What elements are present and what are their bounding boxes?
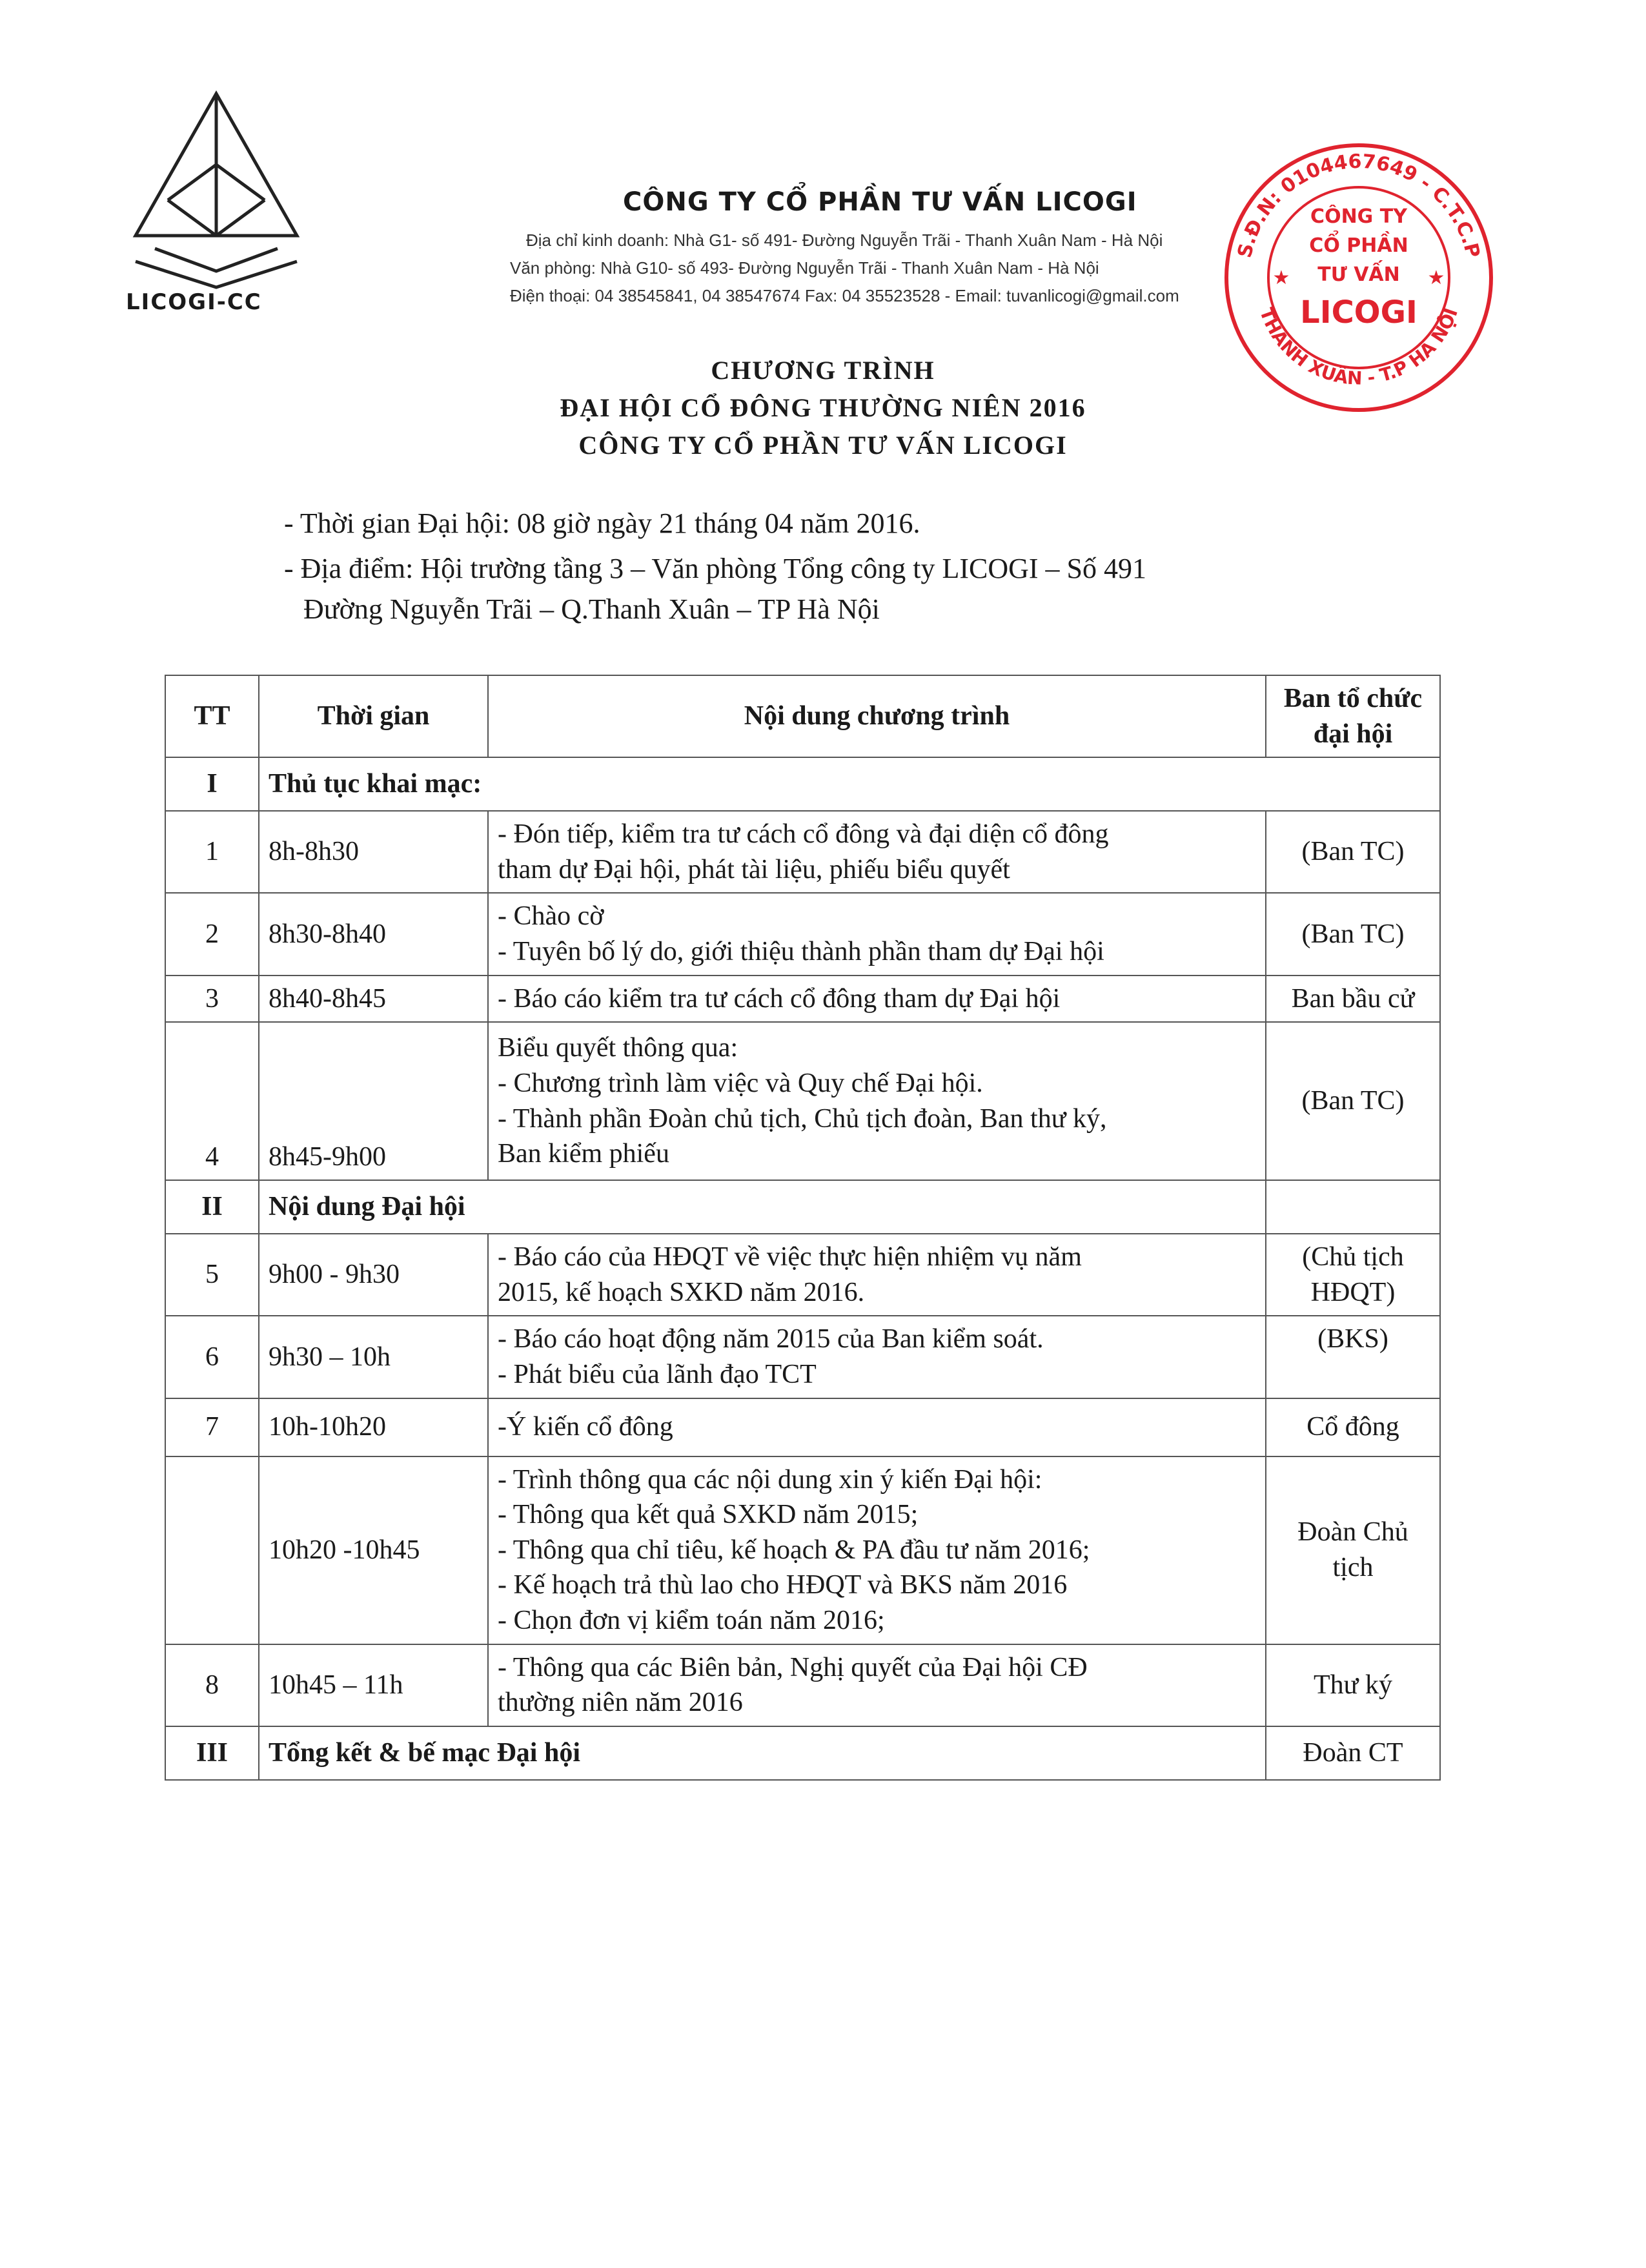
stamp-line-3: TƯ VẤN — [1317, 263, 1400, 286]
content-line: - Trình thông qua các nội dung xin ý kiến Đại hội: — [498, 1464, 1042, 1495]
section-organizer-empty — [1266, 1180, 1440, 1234]
document-title: CHƯƠNG TRÌNH — [711, 356, 935, 385]
table-row — [165, 1316, 1440, 1398]
office-address: Văn phòng: Nhà G10- số 493- Đường Nguyễn Trãi - Thanh Xuân Nam - Hà Nội — [510, 258, 1099, 278]
row-time: 9h30 – 10h — [259, 1316, 488, 1398]
row-organizer: Thư ký — [1266, 1644, 1440, 1726]
content-line: tham dự Đại hội, phát tài liệu, phiếu biểu quyết — [498, 854, 1010, 884]
meeting-time: - Thời gian Đại hội: 08 giờ ngày 21 tháng 04 năm 2016. — [284, 507, 920, 539]
row-tt: 6 — [165, 1316, 259, 1398]
row-time: 8h40-8h45 — [259, 976, 488, 1023]
table-row — [165, 976, 1440, 1023]
content-line: - Chương trình làm việc và Quy chế Đại hội. — [498, 1068, 983, 1099]
stamp-star-right: ★ — [1427, 267, 1445, 289]
table-row — [165, 1234, 1440, 1316]
document-company: CÔNG TY CỔ PHẦN TƯ VẤN LICOGI — [578, 431, 1068, 460]
content-line: - Báo cáo hoạt động năm 2015 của Ban kiểm soát. — [498, 1324, 1044, 1354]
content-line: - Tuyên bố lý do, giới thiệu thành phần tham dự Đại hội — [498, 936, 1104, 966]
table-row — [165, 1644, 1440, 1726]
section-row — [165, 1726, 1440, 1780]
row-organizer: (Ban TC) — [1266, 1022, 1440, 1180]
section-row — [165, 1180, 1440, 1234]
row-content — [488, 976, 1266, 1023]
row-content — [488, 1456, 1266, 1644]
row-content — [488, 893, 1266, 975]
table-row — [165, 1022, 1440, 1180]
content-line: Ban kiểm phiếu — [498, 1139, 669, 1169]
row-time: 8h30-8h40 — [259, 893, 488, 975]
contact-info: Điện thoại: 04 38545841, 04 38547674 Fax: 04 35523528 - Email: tuvanlicogi@gmail.com — [510, 286, 1179, 305]
section-row — [165, 757, 1440, 811]
agenda-table — [165, 675, 1441, 1781]
content-line: - Chào cờ — [498, 901, 604, 932]
row-tt: 5 — [165, 1234, 259, 1316]
row-organizer: (Ban TC) — [1266, 893, 1440, 975]
stamp-line-4: LICOGI — [1300, 294, 1417, 331]
row-tt: 3 — [165, 976, 259, 1023]
row-content — [488, 1316, 1266, 1398]
row-time: 8h45-9h00 — [259, 1022, 488, 1180]
row-content — [488, 1234, 1266, 1316]
row-content — [488, 1398, 1266, 1456]
content-line: - Thông qua chỉ tiêu, kế hoạch & PA đầu tư năm 2016; — [498, 1535, 1090, 1565]
table-row — [165, 893, 1440, 975]
row-tt: 1 — [165, 811, 259, 893]
section-title: Tổng kết & bế mạc Đại hội — [259, 1726, 1266, 1780]
document-subtitle: ĐẠI HỘI CỔ ĐÔNG THƯỜNG NIÊN 2016 — [560, 393, 1086, 422]
section-number: II — [165, 1180, 259, 1234]
content-line: 2015, kế hoạch SXKD năm 2016. — [498, 1277, 865, 1307]
content-line: - Báo cáo kiểm tra tư cách cổ đông tham dự Đại hội — [498, 983, 1061, 1014]
row-time: 10h45 – 11h — [259, 1644, 488, 1726]
section-title: Nội dung Đại hội — [259, 1180, 1266, 1234]
row-organizer: Đoàn Chủ tịch — [1266, 1456, 1440, 1644]
meeting-location-1: - Địa điểm: Hội trường tầng 3 – Văn phòng Tổng công ty LICOGI – Số 491 — [284, 553, 1147, 584]
section-organizer: Đoàn CT — [1266, 1726, 1440, 1780]
row-organizer: (Ban TC) — [1266, 811, 1440, 893]
row-tt: 7 — [165, 1398, 259, 1456]
row-content — [488, 1644, 1266, 1726]
row-time: 8h-8h30 — [259, 811, 488, 893]
row-tt: 2 — [165, 893, 259, 975]
content-line: Biểu quyết thông qua: — [498, 1033, 738, 1063]
header-organizer: Ban tổ chức đại hội — [1266, 675, 1440, 757]
content-line: - Chọn đơn vị kiểm toán năm 2016; — [498, 1605, 885, 1635]
row-organizer: Ban bầu cử — [1266, 976, 1440, 1023]
table-header-row — [165, 675, 1440, 757]
content-line: - Phát biểu của lãnh đạo TCT — [498, 1359, 817, 1389]
stamp-star-left: ★ — [1272, 267, 1290, 289]
content-line: - Kế hoạch trả thù lao cho HĐQT và BKS năm 2016 — [498, 1570, 1068, 1600]
table-row — [165, 1398, 1440, 1456]
meeting-location-2: Đường Nguyễn Trãi – Q.Thanh Xuân – TP Hà Nội — [303, 593, 880, 625]
stamp-top-text: S.Đ.N: 0104467649 - C.T.C.P — [1233, 150, 1485, 260]
row-organizer: Cổ đông — [1266, 1398, 1440, 1456]
content-line: - Đón tiếp, kiểm tra tư cách cổ đông và đại diện cổ đông — [498, 819, 1109, 850]
stamp-bottom-text: THANH XUÂN - T.P HÀ NỘI — [1255, 305, 1462, 389]
row-organizer: (Chủ tịch HĐQT) — [1266, 1234, 1440, 1316]
header-content: Nội dung chương trình — [488, 675, 1266, 757]
content-line: - Báo cáo của HĐQT về việc thực hiện nhiệm vụ năm — [498, 1242, 1082, 1272]
stamp-line-1: CÔNG TY — [1310, 205, 1407, 228]
row-tt: 8 — [165, 1644, 259, 1726]
row-tt — [165, 1456, 259, 1644]
row-time: 10h20 -10h45 — [259, 1456, 488, 1644]
logo-text: LICOGI-CC — [126, 289, 262, 315]
section-number: III — [165, 1726, 259, 1780]
content-line: - Thông qua kết quả SXKD năm 2015; — [498, 1500, 919, 1530]
stamp-line-2: CỔ PHẦN — [1309, 234, 1408, 257]
content-line: - Thành phần Đoàn chủ tịch, Chủ tịch đoàn, Ban thư ký, — [498, 1103, 1107, 1134]
table-row — [165, 811, 1440, 893]
row-organizer: (BKS) — [1266, 1316, 1440, 1398]
content-line: -Ý kiến cổ đông — [498, 1412, 673, 1442]
row-content — [488, 1022, 1266, 1180]
row-time: 9h00 - 9h30 — [259, 1234, 488, 1316]
table-row — [165, 1456, 1440, 1644]
row-time: 10h-10h20 — [259, 1398, 488, 1456]
row-tt: 4 — [165, 1022, 259, 1180]
header-time: Thời gian — [259, 675, 488, 757]
content-line: - Thông qua các Biên bản, Nghị quyết của Đại hội CĐ — [498, 1652, 1088, 1682]
company-name: CÔNG TY CỔ PHẦN TƯ VẤN LICOGI — [623, 187, 1137, 217]
section-number: I — [165, 757, 259, 811]
section-title: Thủ tục khai mạc: — [259, 757, 1440, 811]
row-content — [488, 811, 1266, 893]
content-line: thường niên năm 2016 — [498, 1688, 743, 1718]
business-address: Địa chỉ kinh doanh: Nhà G1- số 491- Đường Nguyễn Trãi - Thanh Xuân Nam - Hà Nội — [526, 230, 1163, 250]
header-tt: TT — [165, 675, 259, 757]
